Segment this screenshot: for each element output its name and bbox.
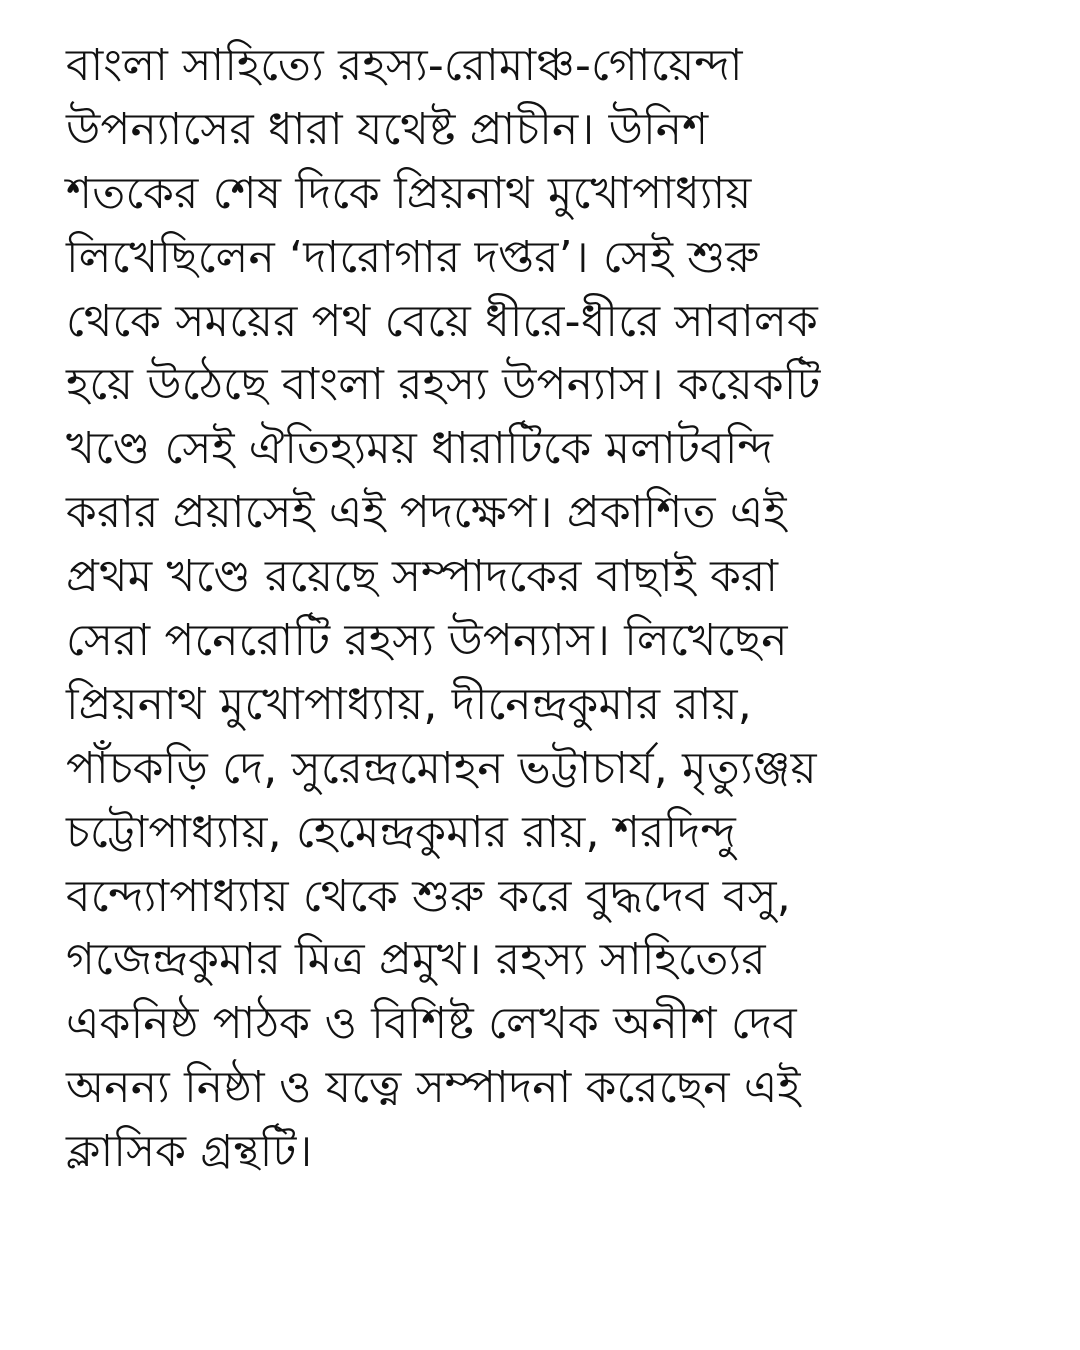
blurb-paragraph [66, 34, 1020, 1184]
text-line: প্রিয়নাথ মুখোপাধ্যায়, দীনেন্দ্রকুমার রায়, [66, 678, 752, 730]
text-line: থেকে সময়ের পথ বেয়ে ধীরে-ধীরে সাবালক [66, 295, 818, 347]
text-line: পাঁচকড়ি দে, সুরেন্দ্রমোহন ভট্টাচার্য, মৃত্যুঞ্জয় [66, 742, 817, 794]
text-line: হয়ে উঠেছে বাংলা রহস্য উপন্যাস। কয়েকটি [66, 359, 821, 411]
text-line: অনন্য নিষ্ঠা ও যত্নে সম্পাদনা করেছেন এই [66, 1062, 801, 1114]
text-line: লিখেছিলেন ‘দারোগার দপ্তর’। সেই শুরু [66, 231, 760, 283]
text-line: গজেন্দ্রকুমার মিত্র প্রমুখ। রহস্য সাহিত্যের [66, 934, 766, 986]
text-line: সেরা পনেরোটি রহস্য উপন্যাস। লিখেছেন [66, 615, 788, 667]
text-line: বন্দ্যোপাধ্যায় থেকে শুরু করে বুদ্ধদেব বসু, [66, 870, 791, 922]
text-line: ক্লাসিক গ্রন্থটি। [66, 1126, 313, 1178]
text-line: চট্টোপাধ্যায়, হেমেন্দ্রকুমার রায়, শরদিন্দু [66, 806, 736, 858]
text-line: একনিষ্ঠ পাঠক ও বিশিষ্ট লেখক অনীশ দেব [66, 998, 797, 1050]
text-line: উপন্যাসের ধারা যথেষ্ট প্রাচীন। উনিশ [66, 103, 709, 155]
text-line: খণ্ডে সেই ঐতিহ্যময় ধারাটিকে মলাটবন্দি [66, 423, 773, 475]
text-line: শতকের শেষ দিকে প্রিয়নাথ মুখোপাধ্যায় [66, 167, 752, 219]
text-line: প্রথম খণ্ডে রয়েছে সম্পাদকের বাছাই করা [66, 551, 779, 603]
text-line: বাংলা সাহিত্যে রহস্য-রোমাঞ্চ-গোয়েন্দা [66, 40, 743, 91]
text-line: করার প্রয়াসেই এই পদক্ষেপ। প্রকাশিত এই [66, 487, 787, 539]
